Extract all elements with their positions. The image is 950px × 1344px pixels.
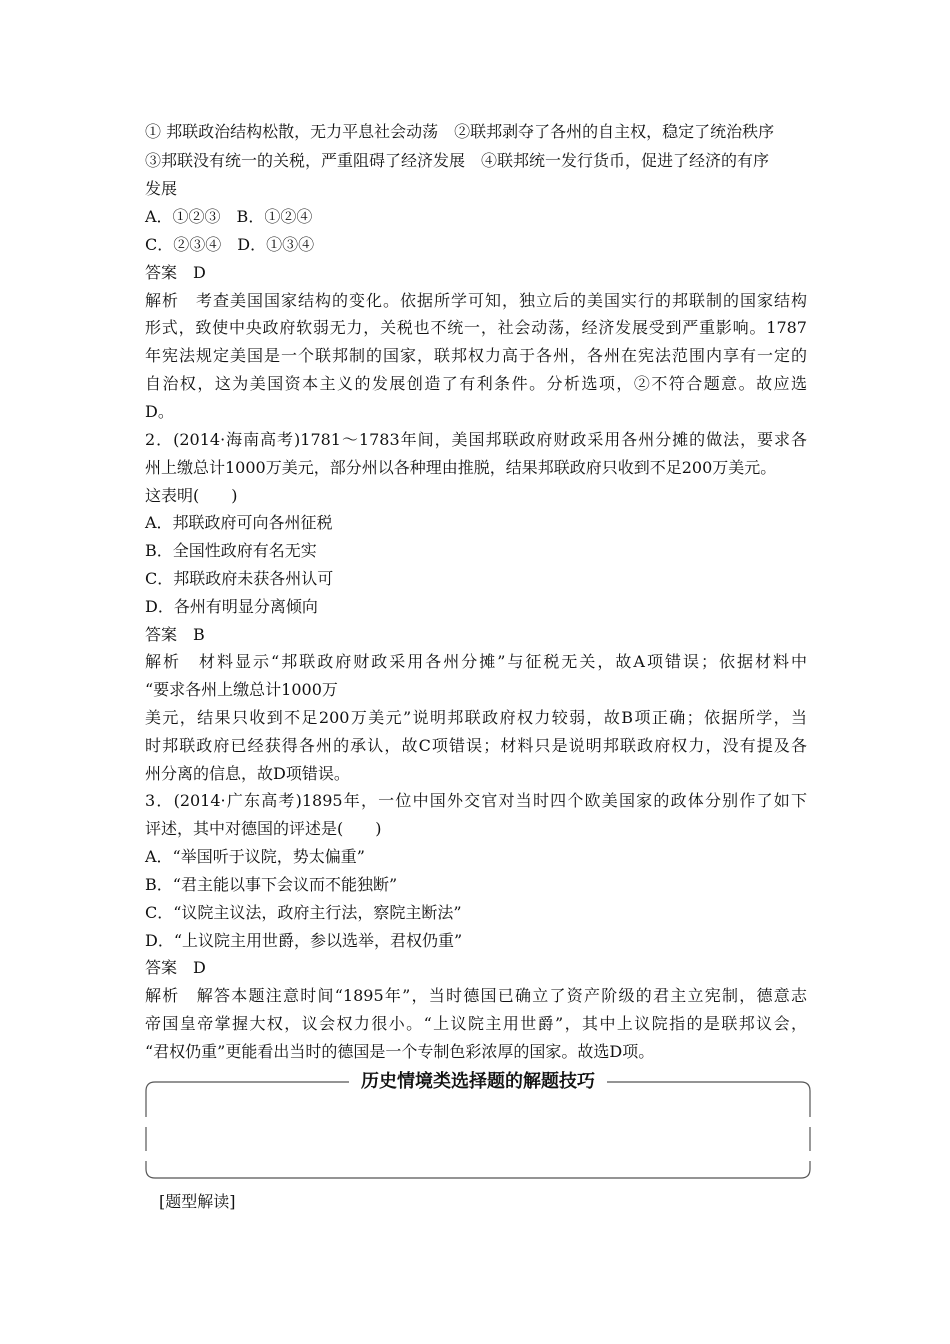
q3-analysis-line: 帝国皇帝掌握大权，议会权力很小。“上议院主用世爵”，其中上议院指的是联邦议会， xyxy=(145,1014,807,1033)
q2-analysis-line: 时邦联政府已经获得各州的承认，故C项错误；材料只是说明邦联政府权力，没有提及各 xyxy=(145,736,807,755)
q2-analysis-line: “要求各州上缴总计1000万 xyxy=(145,680,338,699)
section-box-title-text: 历史情境类选择题的解题技巧 xyxy=(349,1071,607,1092)
q2-answer: 答案 B xyxy=(145,625,205,644)
q2-analysis-line: 美元，结果只收到不足200万美元”说明邦联政府权力较弱，故B项正确；依据所学，当 xyxy=(145,708,807,727)
q3-option-d: D．“上议院主用世爵，参以选举，君权仍重” xyxy=(145,931,463,950)
section-box-title xyxy=(145,1071,811,1093)
q1-answer: 答案 D xyxy=(145,263,206,282)
q1-statement-line-2: ③邦联没有统一的关税，严重阻碍了经济发展 ④联邦统一发行货币，促进了经济的有序 xyxy=(145,151,770,170)
q3-option-b: B．“君主能以事下会议而不能独断” xyxy=(145,875,398,894)
q3-option-c: C．“议院主议法，政府主行法，察院主断法” xyxy=(145,903,462,922)
q2-option-b: B．全国性政府有名无实 xyxy=(145,541,317,560)
q1-options-ab: A．①②③ B．①②④ xyxy=(145,207,313,226)
q1-analysis-line: 自治权，这为美国资本主义的发展创造了有利条件。分析选项，②不符合题意。故应选 xyxy=(145,374,807,393)
q2-option-a: A．邦联政府可向各州征税 xyxy=(145,513,333,532)
q1-statement-line-3: 发展 xyxy=(145,179,178,198)
q1-statement-line-1: ① 邦联政治结构松散，无力平息社会动荡 ②联邦剥夺了各州的自主权，稳定了统治秩序 xyxy=(145,122,775,141)
q2-stem-line: 州上缴总计1000万美元，部分州以各种理由推脱，结果邦联政府只收到不足200万美元。 xyxy=(145,458,777,477)
q1-analysis-line: 年宪法规定美国是一个联邦制的国家，联邦权力高于各州，各州在宪法范围内享有一定的 xyxy=(145,346,807,365)
q2-stem-line: 2．(2014·海南高考)1781～1783年间，美国邦联政府财政采用各州分摊的做法，要求各 xyxy=(145,430,807,449)
q3-stem-line: 评述，其中对德国的评述是( ) xyxy=(145,819,382,838)
section-box xyxy=(145,1071,811,1179)
q3-analysis-line: “君权仍重”更能看出当时的德国是一个专制色彩浓厚的国家。故选D项。 xyxy=(145,1042,655,1061)
q3-stem-line: 3．(2014·广东高考)1895年，一位中国外交官对当时四个欧美国家的政体分别作了如下 xyxy=(145,791,807,810)
q1-analysis-line: 形式，致使中央政府软弱无力，关税也不统一，社会动荡，经济发展受到严重影响。1787 xyxy=(145,318,807,337)
section-box-frame xyxy=(145,1081,811,1179)
section-label: [题型解读] xyxy=(159,1192,236,1211)
q2-option-c: C．邦联政府未获各州认可 xyxy=(145,569,334,588)
q2-analysis-line: 解析 材料显示“邦联政府财政采用各州分摊”与征税无关，故A项错误；依据材料中 xyxy=(145,652,807,671)
q2-option-d: D．各州有明显分离倾向 xyxy=(145,597,318,616)
q3-analysis-line: 解析 解答本题注意时间“1895年”，当时德国已确立了资产阶级的君主立宪制，德意志 xyxy=(145,986,807,1005)
q1-analysis-line: 解析 考查美国国家结构的变化。依据所学可知，独立后的美国实行的邦联制的国家结构 xyxy=(145,291,807,310)
q2-analysis-line: 州分离的信息，故D项错误。 xyxy=(145,764,350,783)
q2-stem-line: 这表明( ) xyxy=(145,486,238,505)
q3-option-a: A．“举国听于议院，势太偏重” xyxy=(145,847,365,866)
q3-answer: 答案 D xyxy=(145,958,206,977)
q1-analysis-line: D。 xyxy=(145,402,174,421)
q1-options-cd: C．②③④ D．①③④ xyxy=(145,235,315,254)
